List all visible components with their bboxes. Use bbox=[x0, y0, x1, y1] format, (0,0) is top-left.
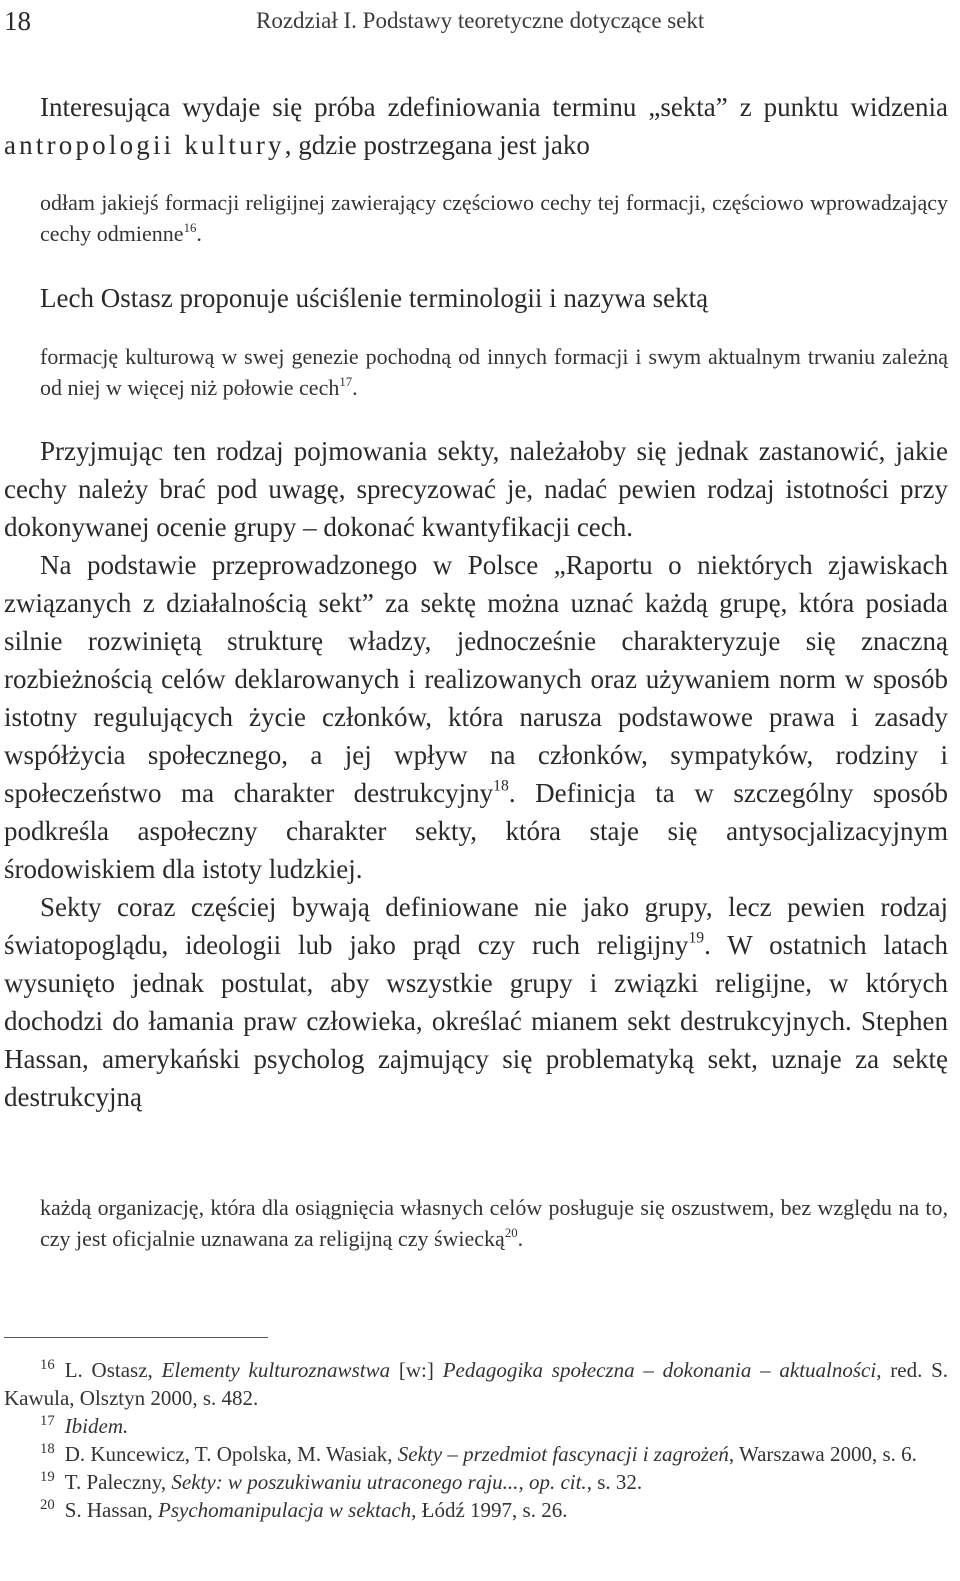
paragraph-4-text-a: Na podstawie przeprowadzonego w Polsce „Raportu o niektórych zjawiskach związanych z działalnością sekt” za sektę można uznać każdą grupę, która posiada silnie rozwiniętą strukturę władzy, jednocześnie charakteryzuje się znaczną rozbieżnością celów deklarowanych i realizowanych oraz używaniem norm w sposób istotny regulujących życie członków, która narusza podstawowe prawa i zasady współżycia społecznego, a jej wpływ na członków, sympatyków, rodziny i społeczeństwo ma charakter destrukcyjny bbox=[4, 550, 948, 808]
page-header bbox=[4, 4, 940, 38]
block-quote-3 bbox=[40, 1192, 948, 1254]
paragraph-3-4 bbox=[4, 432, 948, 1116]
footnote-17 bbox=[4, 1412, 948, 1440]
footnote-text: , Warszawa 2000, s. 6. bbox=[728, 1442, 917, 1466]
footnote-number: 20 bbox=[40, 1496, 55, 1513]
footnote-title: Sekty – przedmiot fascynacji i zagrożeń bbox=[397, 1442, 729, 1466]
block-quote-2 bbox=[40, 341, 948, 403]
block-quote-3-text: każdą organizację, która dla osiągnięcia własnych celów posługuje się oszustwem, bez względu na to, czy jest oficjalnie uznawana za religijną czy świecką bbox=[40, 1195, 948, 1251]
footnote-19 bbox=[4, 1468, 948, 1496]
footnote-20 bbox=[4, 1496, 948, 1524]
footnote-title: Sekty: w poszukiwaniu utraconego raju... bbox=[171, 1470, 519, 1494]
footnote-text: D. Kuncewicz, T. Opolska, M. Wasiak, bbox=[64, 1442, 393, 1466]
running-head: Rozdział I. Podstawy teoretyczne dotyczące sekt bbox=[256, 8, 705, 33]
block-quote-1-end: . bbox=[196, 221, 202, 246]
footnote-number: 16 bbox=[40, 1356, 55, 1373]
footnote-number: 17 bbox=[40, 1412, 55, 1429]
footnote-number: 18 bbox=[40, 1440, 55, 1457]
spaced-term: antropologii kultury bbox=[4, 130, 285, 160]
footnote-number: 19 bbox=[40, 1468, 55, 1485]
block-quote-2-end: . bbox=[352, 375, 358, 400]
block-quote-2-text: formację kulturową w swej genezie pochodną od innych formacji i swym aktualnym trwaniu zależną od niej w więcej niż połowie cech bbox=[40, 344, 948, 400]
paragraph-5-text-b: . W ostatnich latach wysunięto jednak postulat, aby wszystkie grupy i związki religijne, w których dochodzi do łamania praw człowieka, określać mianem sekt destrukcyjnych. Stephen Hassan, amerykański psycholog zajmujący się problematyką sekt, uznaje za sektę destrukcyjną bbox=[4, 930, 948, 1112]
footnote-text: T. Paleczny, bbox=[64, 1470, 167, 1494]
footnote-text: , red. S. Kawula, Olsztyn 2000, s. 482. bbox=[4, 1358, 949, 1410]
footnote-16 bbox=[4, 1356, 948, 1412]
paragraph-2 bbox=[4, 279, 948, 317]
footnote-text: L. Ostasz, bbox=[64, 1358, 153, 1382]
footnote-title: Elementy kulturoznawstwa bbox=[161, 1358, 391, 1382]
footnotes bbox=[4, 1356, 948, 1524]
paragraph-1 bbox=[4, 88, 948, 164]
footnote-18 bbox=[4, 1440, 948, 1468]
paragraph-4-text-b: . Definicja ta w szczególny sposób podkreśla aspołeczny charakter sekty, która staje się antysocjalizacyjnym środowiskiem dla istoty ludzkiej. bbox=[4, 778, 948, 884]
footnote-separator bbox=[4, 1337, 268, 1338]
footnote-title: Ibidem. bbox=[64, 1414, 129, 1438]
page-number: 18 bbox=[4, 6, 31, 36]
footnote-text: , bbox=[518, 1470, 524, 1494]
footnote-ref-20[interactable]: 20 bbox=[504, 1225, 518, 1240]
paragraph-2-text: Lech Ostasz proponuje uściślenie terminologii i nazywa sektą bbox=[40, 283, 709, 313]
footnote-ref-17[interactable]: 17 bbox=[339, 374, 353, 389]
footnote-text: , s. 32. bbox=[586, 1470, 643, 1494]
footnote-text: [w:] bbox=[398, 1358, 434, 1382]
footnote-title: Psychomanipulacja w sektach bbox=[158, 1498, 412, 1522]
footnote-ref-18[interactable]: 18 bbox=[493, 777, 509, 795]
paragraph-5-text-a: Sekty coraz częściej bywają definiowane nie jako grupy, lecz pewien rodzaj światopoglądu, ideologii lub jako prąd czy ruch religijny bbox=[4, 892, 948, 960]
paragraph-1-text-b: , gdzie postrzegana jest jako bbox=[284, 130, 590, 160]
paragraph-3: Przyjmując ten rodzaj pojmowania sekty, należałoby się jednak zastanowić, jakie cechy należy brać pod uwagę, sprecyzować je, nadać pewien rodzaj istotności przy dokonywanej ocenie grupy – dokonać kwantyfikacji cech. bbox=[4, 436, 948, 542]
block-quote-3-end: . bbox=[517, 1226, 524, 1251]
block-quote-1 bbox=[40, 187, 948, 249]
footnote-ref-16[interactable]: 16 bbox=[183, 220, 197, 235]
block-quote-1-text: odłam jakiejś formacji religijnej zawierający częściowo cechy tej formacji, częściowo wprowadzający cechy odmienne bbox=[40, 190, 948, 246]
footnote-text: , Łódź 1997, s. 26. bbox=[411, 1498, 568, 1522]
footnote-ref-19[interactable]: 19 bbox=[688, 929, 705, 947]
paragraph-5 bbox=[4, 888, 948, 1116]
footnote-title: op. cit. bbox=[528, 1470, 587, 1494]
paragraph-4 bbox=[4, 546, 948, 888]
paragraph-1-text-a: Interesująca wydaje się próba zdefiniowania terminu „sekta” z punktu widzenia bbox=[40, 92, 948, 122]
footnote-title: Pedagogika społeczna – dokonania – aktualności bbox=[442, 1358, 877, 1382]
footnote-text: S. Hassan, bbox=[64, 1498, 153, 1522]
